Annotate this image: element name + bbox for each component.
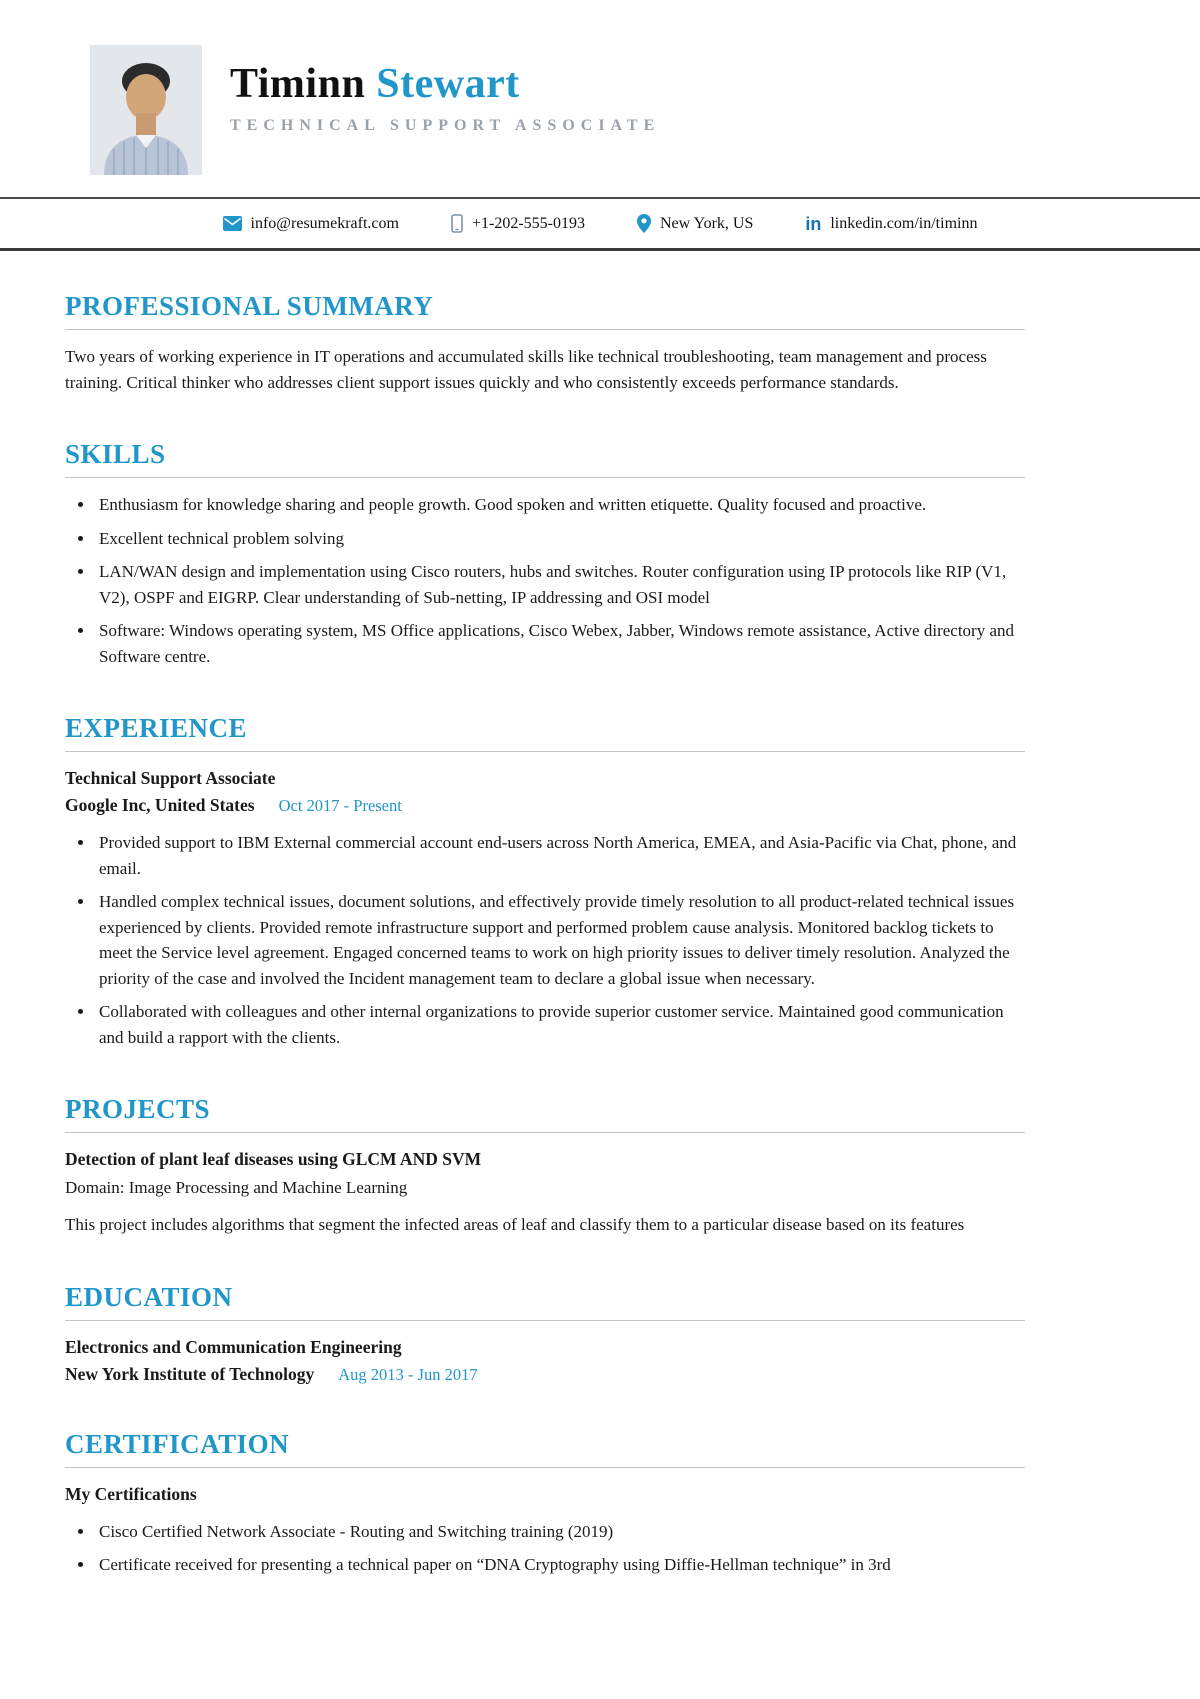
name	[230, 61, 660, 107]
certification-item: • Certificate received for presenting a technical paper on “DNA Cryptography using Diffie-Hellman technique” in 3rd	[95, 1552, 1025, 1578]
profile-photo	[90, 45, 202, 175]
experience-bullets	[65, 830, 1025, 1050]
certification-list	[65, 1519, 1025, 1578]
section-professional-summary	[65, 291, 1025, 395]
section-experience	[65, 713, 1025, 1050]
contact-location	[637, 214, 753, 233]
section-projects	[65, 1094, 1025, 1238]
location-pin-icon	[637, 214, 651, 233]
skill-item: • Excellent technical problem solving	[95, 526, 1025, 552]
experience-job-title: Technical Support Associate	[65, 768, 276, 788]
contact-phone	[451, 214, 585, 233]
skill-item: • Enthusiasm for knowledge sharing and people growth. Good spoken and written etiquette. Quality focused and proactive.	[95, 492, 1025, 518]
experience-bullet: • Provided support to IBM External commercial account end-users across North America, EMEA, and Asia-Pacific via Chat, phone, and email.	[95, 830, 1025, 881]
section-certification	[65, 1429, 1025, 1578]
contact-location-text: New York, US	[660, 214, 754, 232]
section-title: CERTIFICATION	[65, 1429, 1025, 1468]
skill-item: • LAN/WAN design and implementation using Cisco routers, hubs and switches. Router configuration using IP protocols like RIP (V1, V2), OSPF and EIGRP. Clear understanding of Sub-netting, IP addressing and OSI model	[95, 559, 1025, 610]
contact-email-text: info@resumekraft.com	[250, 214, 399, 232]
first-name: Timinn	[230, 61, 366, 107]
section-title: EXPERIENCE	[65, 713, 1025, 752]
section-title: EDUCATION	[65, 1282, 1025, 1321]
contact-linkedin-text: linkedin.com/in/timinn	[830, 214, 978, 232]
experience-company-row	[65, 795, 1025, 816]
name-block	[230, 45, 660, 135]
section-title: SKILLS	[65, 439, 1025, 478]
certification-item: • Cisco Certified Network Associate - Routing and Switching training (2019)	[95, 1519, 1025, 1545]
phone-icon	[451, 214, 463, 233]
summary-text: Two years of working experience in IT operations and accumulated skills like technical troubleshooting, team management and process training. Critical thinker who addresses client support issues quickly and who consistently exceeds performance standards.	[65, 347, 987, 392]
contact-linkedin	[805, 215, 977, 233]
project-domain: Domain: Image Processing and Machine Learning	[65, 1178, 408, 1197]
email-icon	[223, 216, 242, 231]
section-education	[65, 1282, 1025, 1385]
education-dates: Aug 2013 - Jun 2017	[338, 1364, 478, 1384]
linkedin-icon: in	[805, 213, 822, 234]
education-degree: Electronics and Communication Engineering	[65, 1336, 402, 1357]
header	[0, 0, 1200, 175]
skills-list	[65, 492, 1025, 669]
section-title: PROFESSIONAL SUMMARY	[65, 291, 1025, 330]
resume-content	[65, 251, 1025, 1578]
section-skills	[65, 439, 1025, 669]
profile-photo-placeholder	[90, 45, 202, 175]
contact-phone-text: +1-202-555-0193	[471, 214, 585, 232]
education-school: New York Institute of Technology	[65, 1363, 315, 1384]
last-name: Stewart	[376, 61, 520, 107]
contact-email	[223, 215, 399, 233]
experience-bullet: • Handled complex technical issues, document solutions, and effectively provide timely resolution to all product-related technical issues experienced by clients. Provided remote infrastructure support and performed problem cause analysis. Monitored backlog tickets to meet the Service level agreement. Engaged concerned teams to work on high priority issues to deliver timely resolution. Analyzed the priority of the case and involved the Incident management team to declare a global issue when necessary.	[95, 889, 1025, 991]
job-title: TECHNICAL SUPPORT ASSOCIATE	[230, 117, 661, 135]
education-school-row	[65, 1364, 1025, 1385]
contact-bar	[0, 199, 1200, 248]
section-title: PROJECTS	[65, 1094, 1025, 1133]
experience-bullet: • Collaborated with colleagues and other internal organizations to provide superior customer service. Maintained good communication and build a rapport with the clients.	[95, 999, 1025, 1050]
project-title: Detection of plant leaf diseases using GLCM AND SVM	[65, 1149, 482, 1169]
experience-company: Google Inc, United States	[65, 795, 255, 815]
skill-item: • Software: Windows operating system, MS Office applications, Cisco Webex, Jabber, Windows remote assistance, Active directory and Software centre.	[95, 618, 1025, 669]
experience-dates: Oct 2017 - Present	[278, 796, 402, 815]
project-description: This project includes algorithms that segment the infected areas of leaf and classify them to a particular disease based on its features	[65, 1215, 965, 1234]
certification-subtitle: My Certifications	[65, 1483, 197, 1504]
